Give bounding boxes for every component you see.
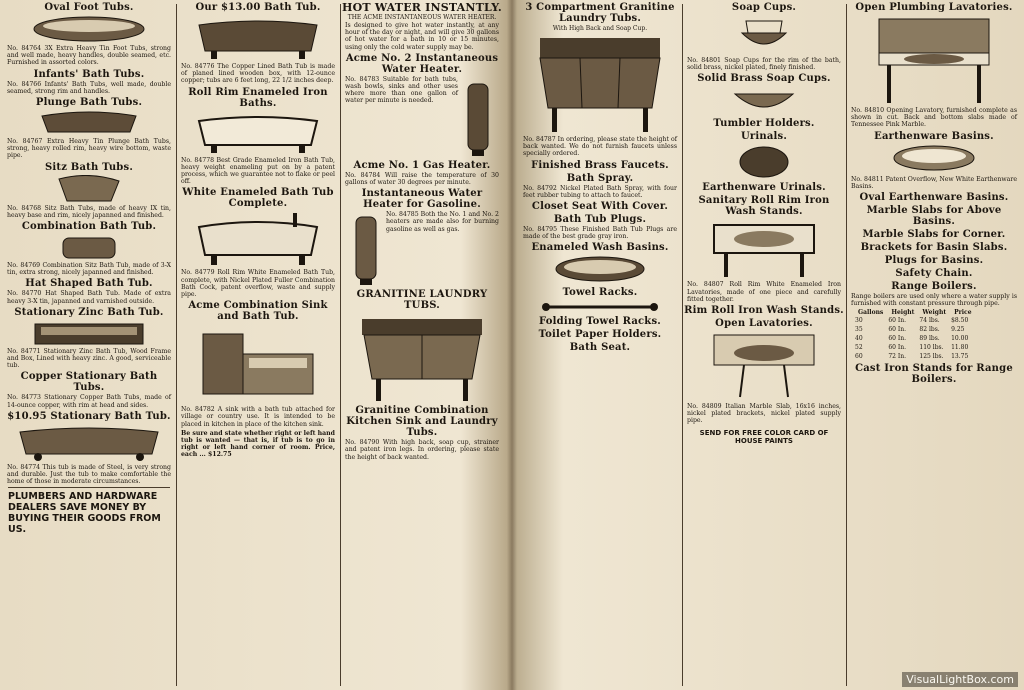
text-hot-water-instantly: Is designed to give hot water instantly, at any hour of the day or night, and will give 30 gallons of hot water for a bath in 10 or 15 minutes, using only the cold water supply may be. bbox=[345, 22, 499, 51]
table-cell: 60 In. bbox=[888, 317, 906, 325]
table-row bbox=[854, 325, 976, 334]
right-page bbox=[516, 0, 1024, 690]
text-acme-no1-gas-heater: No. 84784 Will raise the temperature of 30 gallons of water 30 degrees per minute. bbox=[345, 171, 499, 187]
oval-foot-tub-illustration bbox=[29, 15, 149, 43]
heading-sitz-bath-tubs: Sitz Bath Tubs. bbox=[45, 161, 133, 173]
heading-earthenware-basins: Earthenware Basins. bbox=[874, 130, 994, 142]
table-row bbox=[854, 343, 976, 352]
column-divider bbox=[340, 4, 341, 686]
heading-infants-bath-tubs: Infants' Bath Tubs. bbox=[33, 68, 145, 80]
water-heater-no2-illustration bbox=[458, 78, 498, 158]
text-oval-foot-tubs: No. 84764 3X Extra Heavy Tin Foot Tubs, strong and well made, heavy handles, double seamed, etc. Furnished in assorted colors. bbox=[7, 45, 171, 67]
heading-safety-chain: Safety Chain. bbox=[895, 268, 973, 280]
heading-cast-iron-stands: Cast Iron Stands for Range Boilers. bbox=[855, 363, 1013, 386]
heading-roll-rim-enameled-iron-baths: Roll Rim Enameled Iron Baths. bbox=[188, 86, 328, 109]
table-header-row bbox=[854, 309, 976, 316]
column-4 bbox=[520, 0, 680, 690]
wash-stand-illustration bbox=[704, 219, 824, 279]
heading-plunge-bath-tubs: Plunge Bath Tubs. bbox=[35, 97, 143, 109]
column-header: Gallons bbox=[858, 309, 884, 317]
heading-stationary-zinc-bath-tub: Stationary Zinc Bath Tub. bbox=[14, 306, 164, 318]
heading-white-enameled-bath-tub-complete: White Enameled Bath Tub Complete. bbox=[182, 187, 334, 210]
column-header: Height bbox=[891, 309, 915, 317]
heading-rim-roll-wash-stands: Rim Roll Iron Wash Stands. bbox=[684, 305, 844, 317]
heading-range-boilers: Range Boilers. bbox=[891, 281, 977, 293]
text-combination-bath-tub: No. 84769 Combination Sitz Bath Tub, made of 3-X tin, extra strong, nicely japanned and finished. bbox=[7, 262, 171, 277]
heading-plugs-for-basins: Plugs for Basins. bbox=[884, 255, 984, 267]
subheading-high-back: With High Back and Soap Cup. bbox=[552, 25, 648, 32]
urinal-illustration bbox=[734, 144, 794, 180]
text-acme-combination-sink: No. 84782 A sink with a bath tub attached for village or country use. It is intended to be placed in kitchen in place of the kitchen sink. bbox=[181, 406, 335, 428]
zinc-tub-illustration bbox=[29, 320, 149, 346]
table-cell: 60 In. bbox=[888, 335, 906, 343]
granitine-laundry-tub-illustration bbox=[352, 313, 492, 403]
column-divider bbox=[682, 4, 683, 686]
sitz-tub-illustration bbox=[49, 175, 129, 203]
column-divider bbox=[846, 4, 847, 686]
heading-hat-shaped-bath-tub: Hat Shaped Bath Tub. bbox=[25, 278, 153, 290]
combination-tub-illustration bbox=[49, 234, 129, 260]
text-roll-rim-lavatories: No. 84807 Roll Rim White Enameled Iron Lavatories, made of one piece and carefully fitted together. bbox=[687, 281, 841, 303]
column-2 bbox=[178, 0, 338, 690]
text-copper-lined-bath-tub: No. 84776 The Copper Lined Bath Tub is made of planed lined wooden box, with 12-ounce copper; tubs are 6 feet long, 22 1/2 inches deep. bbox=[181, 63, 335, 85]
3-compartment-tub-illustration bbox=[530, 34, 670, 134]
heading-earthenware-urinals: Earthenware Urinals. bbox=[702, 182, 826, 194]
white-enameled-tub-illustration bbox=[193, 211, 323, 267]
copper-lined-tub-illustration bbox=[193, 15, 323, 61]
table-cell: 89 lbs. bbox=[919, 335, 940, 343]
heading-folding-towel-racks: Folding Towel Racks. bbox=[539, 316, 661, 328]
column-divider bbox=[176, 4, 177, 686]
heading-open-lavatories: Open Lavatories. bbox=[715, 318, 813, 330]
heading-bath-seat: Bath Seat. bbox=[569, 342, 631, 354]
heading-marble-slabs: Marble Slabs for Above Basins. bbox=[866, 205, 1002, 228]
free-color-card-note: SEND FOR FREE COLOR CARD OF HOUSE PAINTS bbox=[699, 428, 829, 445]
table-cell: 9.25 bbox=[951, 326, 965, 334]
table-row bbox=[854, 352, 976, 361]
text-gasoline-heater: No. 84785 Both the No. 1 and No. 2 heaters are made also for burning gasoline as well as gas. bbox=[386, 211, 499, 233]
text-steel-bath-tub: No. 84774 This tub is made of Steel, is very strong and durable. Just the tub to make comfortable the home of those in moderate circumstances. bbox=[7, 463, 171, 486]
column-6 bbox=[848, 0, 1020, 690]
heading-bath-tub-plugs: Bath Tub Plugs. bbox=[553, 214, 647, 226]
heading-enameled-wash-basins: Enameled Wash Basins. bbox=[531, 242, 669, 254]
open-lavatory-illustration bbox=[704, 331, 824, 401]
text-white-enameled-bath-tub: No. 84779 Roll Rim White Enameled Bath Tub, complete, with Nickel Plated Fuller Combination Bath Cock, patent overflow, waste and supply pipe. bbox=[181, 269, 335, 299]
left-page bbox=[0, 0, 508, 690]
heading-finished-brass-faucets: Finished Brass Faucets. bbox=[531, 159, 669, 171]
table-cell: 74 lbs. bbox=[919, 317, 940, 325]
heading-urinals: Urinals. bbox=[740, 131, 788, 143]
heading-granitine-laundry-tubs: GRANITINE LAUNDRY TUBS. bbox=[356, 289, 488, 312]
text-stationary-zinc-bath-tub: No. 84771 Stationary Zinc Bath Tub, Wood Frame and Box, Lined with heavy zinc. A good, serviceable tub. bbox=[7, 347, 171, 370]
heading-acme-no2-heater: Acme No. 2 Instantaneous Water Heater. bbox=[345, 52, 499, 75]
text-range-boilers: Range boilers are used only where a water supply is furnished with constant pressure through pipe. bbox=[851, 293, 1017, 308]
column-1 bbox=[4, 0, 174, 690]
text-open-lavatories: No. 84809 Italian Marble Slab, 16x16 inches, nickel plated brackets, nickel plated supply pipe. bbox=[687, 403, 841, 425]
column-header: Weight bbox=[922, 309, 947, 317]
towel-rack-illustration bbox=[540, 300, 660, 314]
watermark: VisualLightBox.com bbox=[902, 672, 1018, 687]
heading-toilet-paper-holders: Toilet Paper Holders. bbox=[538, 329, 662, 341]
table-cell: 11.80 bbox=[951, 344, 969, 352]
heading-brackets: Brackets for Basin Slabs. bbox=[860, 242, 1008, 254]
heading-gasoline-heater: Instantaneous Water Heater for Gasoline. bbox=[361, 188, 483, 211]
earthenware-basin-illustration bbox=[889, 144, 979, 174]
plumbers-banner: PLUMBERS AND HARDWARE DEALERS SAVE MONEY BY BUYING THEIR GOODS FROM US. bbox=[8, 491, 161, 536]
table-cell: 82 lbs. bbox=[919, 326, 940, 334]
heading-bath-spray: Bath Spray. bbox=[566, 172, 634, 184]
table-cell: 13.75 bbox=[951, 353, 969, 361]
steel-tub-illustration bbox=[14, 424, 164, 462]
heading-towel-racks: Towel Racks. bbox=[562, 287, 638, 299]
table-cell: 60 In. bbox=[888, 326, 906, 334]
table-cell: 35 bbox=[855, 326, 863, 334]
heading-oval-earthenware-basins: Oval Earthenware Basins. bbox=[859, 192, 1009, 204]
heading-oval-foot-tubs: Oval Foot Tubs. bbox=[44, 2, 134, 13]
table-cell: 40 bbox=[855, 335, 863, 343]
text-open-plumbing-lavatories: No. 84810 Opening Lavatory, furnished complete as shown in cut. Back and bottom slabs made of Tennessee Pink Marble. bbox=[851, 107, 1017, 129]
text-infants-bath-tubs: No. 84766 Infants' Bath Tubs, well made, double seamed, strong rim and handles. bbox=[7, 80, 171, 95]
text-copper-stationary-bath-tubs: No. 84773 Stationary Copper Bath Tubs, made of 14-ounce copper, with rim at head and sides. bbox=[7, 394, 171, 409]
table-cell: 52 bbox=[855, 344, 863, 352]
heading-solid-brass-soap-cups: Solid Brass Soap Cups. bbox=[697, 73, 831, 85]
table-cell: 60 In. bbox=[888, 344, 906, 352]
text-granitine-combination-sink: No. 84790 With high back, soap cup, strainer and patent iron legs. In ordering, please state the height of back wanted. bbox=[345, 439, 499, 461]
range-boiler-table bbox=[854, 309, 976, 361]
text-sitz-bath-tubs: No. 84768 Sitz Bath Tubs, made of heavy IX tin, heavy base and rim, nicely japanned and finished. bbox=[7, 204, 171, 219]
text-soap-cups: No. 84801 Soap Cups for the rim of the bath, solid brass, nickel plated, finely finished. bbox=[687, 57, 841, 72]
heading-copper-stationary-bath-tubs: Copper Stationary Bath Tubs. bbox=[20, 371, 158, 394]
heading-sanitary-wash-stands: Sanitary Roll Rim Iron Wash Stands. bbox=[698, 195, 830, 218]
text-earthenware-basins: No. 84811 Patent Overflow, New White Earthenware Basins. bbox=[851, 175, 1017, 190]
column-5 bbox=[684, 0, 844, 690]
plunge-tub-illustration bbox=[34, 110, 144, 136]
heading-closet-seat: Closet Seat With Cover. bbox=[531, 201, 669, 213]
heading-tumbler-holders: Tumbler Holders. bbox=[713, 118, 815, 130]
heading-stationary-bath-tub-1095: $10.95 Stationary Bath Tub. bbox=[7, 410, 171, 422]
heading-acme-no1-gas-heater: Acme No. 1 Gas Heater. bbox=[353, 159, 491, 171]
column-header: Price bbox=[954, 309, 972, 317]
text-roll-rim-enameled-iron-baths: No. 84778 Best Grade Enameled Iron Bath Tub, heavy weight enameling put on by a patent process, which we guarantee not to flake or peel off. bbox=[181, 156, 335, 186]
plumbing-lavatory-illustration bbox=[869, 15, 999, 105]
roll-rim-tub-illustration bbox=[193, 111, 323, 155]
heading-granitine-combination-sink: Granitine Combination Kitchen Sink and Laundry Tubs. bbox=[346, 405, 498, 439]
heading-hot-water-instantly: HOT WATER INSTANTLY. bbox=[342, 1, 502, 14]
soap-cup-illustration bbox=[734, 15, 794, 55]
heading-combination-bath-tub: Combination Bath Tub. bbox=[21, 221, 157, 233]
text-state-hand-note: Be sure and state whether right or left hand tub is wanted — that is, if tub is to go in right or left hand corner of room. Price, each ... $12.75 bbox=[181, 429, 335, 459]
gasoline-heater-illustration bbox=[346, 213, 386, 287]
table-cell: 10.00 bbox=[951, 335, 969, 343]
brass-soap-cup-illustration bbox=[729, 86, 799, 116]
text-acme-no2-heater: No. 84783 Suitable for bath tubs, wash bowls, sinks and other uses where more than one gallon of water per minute is needed. bbox=[345, 75, 458, 105]
text-bath-tub-plugs: No. 84795 These Finished Bath Tub Plugs are made of the best grade gray iron. bbox=[523, 226, 677, 241]
text-plunge-bath-tubs: No. 84767 Extra Heavy Tin Plunge Bath Tubs, strong, heavy rolled rim, heavy wire bottom, waste pipe. bbox=[7, 138, 171, 160]
table-cell: 110 lbs. bbox=[919, 344, 944, 352]
subheading-acme-heater: THE ACME INSTANTANEOUS WATER HEATER. bbox=[347, 14, 497, 21]
heading-acme-combination-sink: Acme Combination Sink and Bath Tub. bbox=[188, 300, 328, 323]
heading-13-dollar-bath-tub: Our $13.00 Bath Tub. bbox=[195, 2, 321, 13]
table-cell: 72 In. bbox=[888, 353, 906, 361]
table-cell: $8.50 bbox=[951, 317, 969, 325]
text-bath-spray: No. 84792 Nickel Plated Bath Spray, with four feet rubber tubing to attach to faucet. bbox=[523, 184, 677, 199]
heading-open-plumbing-lavatories: Open Plumbing Lavatories. bbox=[855, 2, 1013, 13]
heading-soap-cups: Soap Cups. bbox=[731, 2, 797, 13]
combination-sink-tub-illustration bbox=[193, 324, 323, 404]
table-row bbox=[854, 334, 976, 343]
table-cell: 60 bbox=[855, 353, 863, 361]
table-row bbox=[854, 316, 976, 325]
text-3-compartment-tubs: No. 84787 In ordering, please state the height of back wanted. We do not furnish faucets unless specially ordered. bbox=[523, 136, 677, 158]
heading-3-compartment-laundry-tubs: 3 Compartment Granitine Laundry Tubs. bbox=[525, 2, 675, 24]
heading-marble-slabs-corner: Marble Slabs for Corner. bbox=[862, 229, 1006, 241]
column-3 bbox=[342, 0, 502, 690]
text-hat-shaped-bath-tub: No. 84770 Hat Shaped Bath Tub. Made of extra heavy 3-X tin, japanned and varnished outside. bbox=[7, 290, 171, 305]
divider bbox=[8, 487, 170, 488]
table-cell: 125 lbs. bbox=[919, 353, 944, 361]
table-cell: 30 bbox=[855, 317, 863, 325]
wash-basin-illustration bbox=[550, 255, 650, 285]
